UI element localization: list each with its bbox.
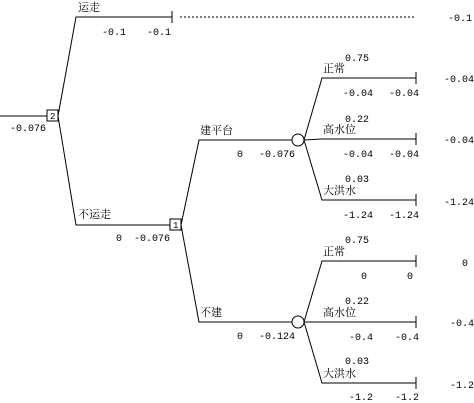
nobuild-outcome-normal-terminal: 0 [462, 259, 469, 270]
platform-outcome-highwater-line [304, 139, 416, 140]
platform-outcome-normal-terminal: -0.04 [444, 75, 474, 86]
nobuild-outcome-flood-payoff: -1.2 [349, 393, 374, 403]
branch-stay-label: 不运走 [78, 208, 111, 221]
nobuild-outcome-normal-label: 正常 [323, 245, 345, 258]
platform-outcome-highwater-terminal: -0.04 [444, 136, 474, 147]
platform-outcome-normal-line [304, 78, 416, 140]
nobuild-outcome-normal-cumulative: 0 [407, 272, 414, 283]
branch-stay-line [58, 116, 170, 225]
platform-outcome-normal-label: 正常 [323, 62, 345, 75]
nobuild-outcome-flood-label: 大洪水 [323, 367, 356, 380]
platform-outcome-highwater-cumulative: -0.04 [389, 150, 420, 161]
decision-node-2-number: 2 [50, 112, 56, 122]
nobuild-outcome-flood-line [304, 322, 416, 383]
branch-platform-label: 建平台 [200, 124, 233, 137]
branch-stay-payoff: 0 [116, 234, 123, 245]
branch-move-terminal-value: -0.1 [448, 14, 473, 25]
platform-outcome-highwater-payoff: -0.04 [343, 150, 374, 161]
nobuild-outcome-highwater-label: 高水位 [323, 306, 356, 319]
root-value: -0.076 [10, 124, 47, 135]
decision-node-1-number: 1 [173, 221, 179, 231]
branch-nobuild-cumulative: -0.124 [259, 332, 296, 343]
branch-platform-cumulative: -0.076 [259, 150, 296, 161]
nobuild-outcome-normal-line [304, 261, 416, 322]
branch-move-label: 运走 [78, 1, 100, 14]
branch-stay-cumulative: -0.076 [134, 234, 171, 245]
nobuild-outcome-normal-payoff: 0 [361, 272, 368, 283]
platform-outcome-flood-payoff: -1.24 [343, 211, 374, 222]
nobuild-outcome-normal-prob: 0.75 [345, 236, 370, 247]
branch-platform-payoff: 0 [237, 150, 244, 161]
branch-move-cumulative: -0.1 [147, 28, 172, 39]
nobuild-outcome-highwater-payoff: -0.4 [349, 333, 374, 344]
platform-outcome-flood-cumulative: -1.24 [389, 211, 420, 222]
platform-outcome-normal-cumulative: -0.04 [389, 89, 420, 100]
platform-outcome-normal-prob: 0.75 [345, 54, 370, 65]
platform-outcome-highwater-prob: 0.22 [345, 115, 370, 126]
platform-outcome-flood-line [304, 140, 416, 200]
nobuild-outcome-flood-terminal: -1.2 [450, 381, 474, 392]
platform-outcome-highwater-label: 高水位 [323, 123, 356, 136]
branch-nobuild-line [181, 225, 292, 322]
platform-outcome-flood-prob: 0.03 [345, 175, 370, 186]
nobuild-outcome-flood-cumulative: -1.2 [395, 393, 420, 403]
branch-nobuild-payoff: 0 [237, 332, 244, 343]
nobuild-outcome-highwater-terminal: -0.4 [450, 319, 474, 330]
platform-outcome-flood-label: 大洪水 [323, 184, 356, 197]
platform-outcome-normal-payoff: -0.04 [343, 89, 374, 100]
chance-node-platform[interactable] [292, 134, 304, 146]
chance-node-nobuild[interactable] [292, 316, 304, 328]
nobuild-outcome-highwater-cumulative: -0.4 [395, 333, 420, 344]
branch-nobuild-label: 不建 [200, 306, 222, 319]
nobuild-outcome-highwater-prob: 0.22 [345, 297, 370, 308]
branch-move-payoff: -0.1 [102, 28, 127, 39]
nobuild-outcome-flood-prob: 0.03 [345, 357, 370, 368]
platform-outcome-flood-terminal: -1.24 [444, 198, 474, 209]
